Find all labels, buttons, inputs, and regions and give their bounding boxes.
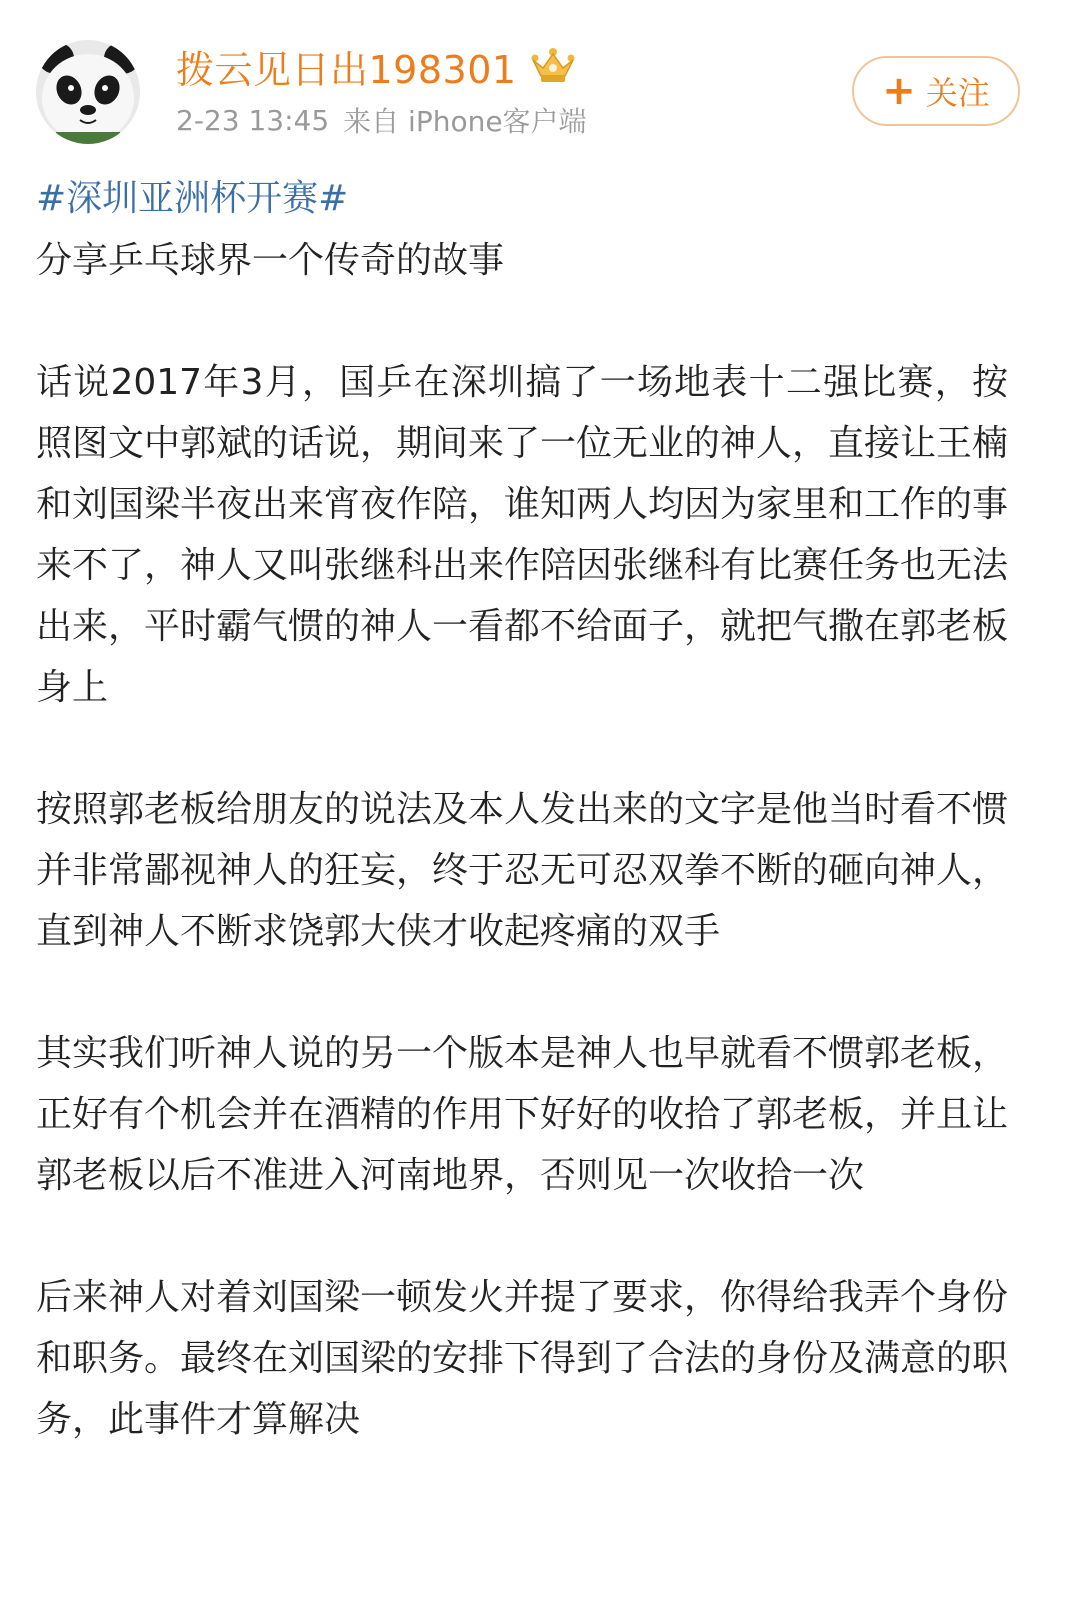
username-row [176, 40, 577, 92]
post-time: 2-23 13:45 [176, 103, 330, 137]
panda-avatar[interactable] [36, 40, 140, 144]
crown-badge-icon [529, 46, 577, 86]
post-paragraph: 按照郭老板给朋友的说法及本人发出来的文字是他当时看不惯并非常鄙视神人的狂妄，终于忍无可忍双拳不断的砸向神人，直到神人不断求饶郭大侠才收起疼痛的双手 [36, 789, 1009, 952]
panda-avatar-image [36, 40, 140, 144]
post-paragraph: 分享乒乓球界一个传奇的故事 [36, 240, 505, 281]
post-body [36, 168, 1008, 1450]
post-paragraph: 其实我们听神人说的另一个版本是神人也早就看不惯郭老板，正好有个机会并在酒精的作用下好好的收拾了郭老板，并且让郭老板以后不准进入河南地界，否则见一次收拾一次 [36, 1033, 1009, 1196]
hashtag-link[interactable]: #深圳亚洲杯开赛# [36, 178, 349, 219]
post-header [0, 0, 1080, 160]
follow-button[interactable] [852, 56, 1020, 126]
follow-label: 关注 [925, 74, 990, 112]
post-paragraph: 话说2017年3月，国乒在深圳搞了一场地表十二强比赛，按照图文中郭斌的话说，期间来了一位无业的神人，直接让王楠和刘国梁半夜出来宵夜作陪，谁知两人均因为家里和工作的事来不了，神人又叫张继科出来作陪因张继科有比赛任务也无法出来，平时霸气惯的神人一看都不给面子，就把气撒在郭老板身上 [36, 362, 1009, 708]
post-source: 来自 iPhone客户端 [343, 105, 587, 138]
post-meta [176, 100, 587, 140]
username[interactable]: 拨云见日出198301 [176, 47, 517, 92]
post-paragraph: 后来神人对着刘国梁一顿发火并提了要求，你得给我弄个身份和职务。最终在刘国梁的安排下得到了合法的身份及满意的职务，此事件才算解决 [36, 1277, 1009, 1440]
plus-icon: + [882, 68, 916, 114]
